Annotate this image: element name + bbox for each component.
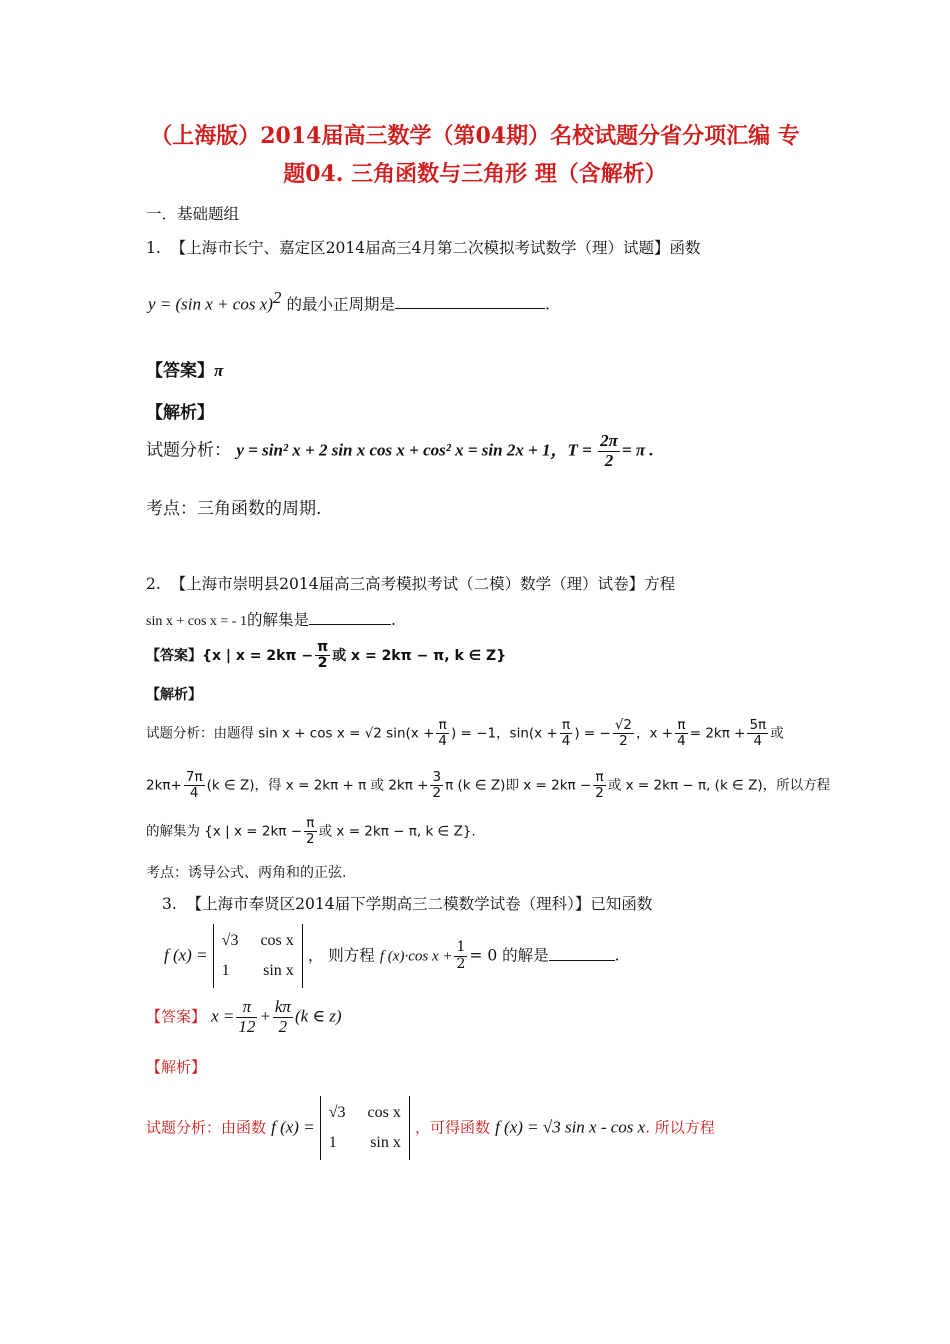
q2-number: 2. (146, 575, 161, 593)
q3-analysis-determinant: √3 cos x 1 sin x (320, 1096, 410, 1160)
q3-blank (549, 946, 615, 961)
q1-analysis-label: 【解析】 (146, 403, 214, 423)
q1-formula: y = (sin x + cos x) (148, 294, 273, 314)
q2-text: 的解集是 (246, 611, 309, 629)
q1-frac-num: 2π (600, 431, 618, 450)
q2-analysis-line3: 的解集为 {x | x = 2kπ − $\frac{\pi}{2}$ 或 x = 2kπ − π, k ∈ Z}. (146, 815, 476, 847)
q2-analysis-line2: 2kπ+ $\frac{7\pi}{4}$ (k ∈ Z)，得 x = 2kπ + π 或 2kπ + $\frac{3}{2}$ π (k ∈ Z)即 x = 2kπ − $\frac{\pi}{2}$ 或 x = 2kπ − π, (k ∈ Z)，所以方程 (146, 769, 831, 801)
q3-source: 【上海市奉贤区2014届下学期高三二模数学试卷（理科）】已知函数 (186, 895, 653, 913)
document-title-line2: 题04. 三角函数与三角形 理（含解析） (283, 161, 667, 187)
q1-question: y = (sin x + cos x)$^2$ 的最小正周期是 . (148, 288, 550, 314)
q1-header (146, 236, 700, 258)
q3-answer: 【答案】 x = $\frac{\pi}{12}$ + $\frac{k\pi}{2}$ (k ∈ z) (146, 997, 342, 1036)
q1-text: 的最小正周期是 (286, 295, 396, 314)
document-title-line1: （上海版）2014届高三数学（第04期）名校试题分省分项汇编 专 (150, 123, 800, 149)
q3-number: 3. (162, 895, 177, 913)
q1-analysis-end: = π . (621, 440, 654, 460)
q1-answer (146, 356, 223, 381)
q1-analysis-prefix: 试题分析： (146, 440, 231, 461)
q2-blank (309, 610, 391, 625)
q1-blank (395, 294, 545, 309)
q1-kaodian: 考点：三角函数的周期. (146, 499, 322, 519)
q3-analysis: 试题分析：由函数 f (x) = √3 cos x 1 sin x ，可得函数 f (x) = √3 sin x - cos x. 所以方程 (146, 1096, 715, 1160)
q1-answer-value: π (214, 361, 224, 380)
q2-kaodian: 考点：诱导公式、两角和的正弦. (146, 865, 347, 881)
q3-header (162, 892, 652, 914)
q2-formula: sin x + cos x = - 1 (146, 614, 247, 629)
q1-answer-label: 【答案】 (146, 361, 214, 381)
q3-question: f (x) = √3 cos x 1 sin x ， 则方程 f (x)·cos x + $\frac{1}{2}$ = 0 的解是 . (164, 924, 620, 988)
q2-header (146, 572, 675, 594)
q3-analysis-label: 【解析】 (146, 1058, 207, 1076)
q1-exponent: 2 (272, 288, 282, 307)
q2-question: sin x + cos x = - 1的解集是 . (146, 611, 396, 629)
q2-analysis-label: 【解析】 (146, 687, 202, 703)
q3-answer-label: 【答案】 (146, 1007, 207, 1026)
q2-answer-label: 【答案】 (146, 647, 202, 664)
q1-number: 1. (146, 239, 161, 257)
q1-frac-den: 2 (604, 450, 614, 470)
q1-analysis-formula: y = sin² x + 2 sin x cos x + cos² x = sin 2x + 1，T = (236, 440, 597, 460)
q1-source: 【上海市长宁、嘉定区2014届高三4月第二次模拟考试数学（理）试题】函数 (170, 239, 701, 257)
q1-analysis (146, 432, 654, 470)
q2-analysis-line1: 试题分析：由题得 sin x + cos x = √2 sin(x + $\frac{\pi}{4}$ ) = −1，sin(x + $\frac{\pi}{4}$ ) = − $\frac{√2}{2}$ ，x + $\frac{\pi}{4}$ = 2kπ + $\frac{5\pi}{4}$ 或 (146, 717, 784, 749)
q3-determinant: √3 cos x 1 sin x (213, 924, 303, 988)
q2-source: 【上海市崇明县2014届高三高考模拟考试（二模）数学（理）试卷】方程 (170, 575, 676, 593)
q2-answer: 【答案】{x | x = 2kπ − $\frac{\pi}{2}$ 或 x = 2kπ − π, k ∈ Z} (146, 639, 507, 672)
section-heading: 一．基础题组 (146, 205, 240, 223)
